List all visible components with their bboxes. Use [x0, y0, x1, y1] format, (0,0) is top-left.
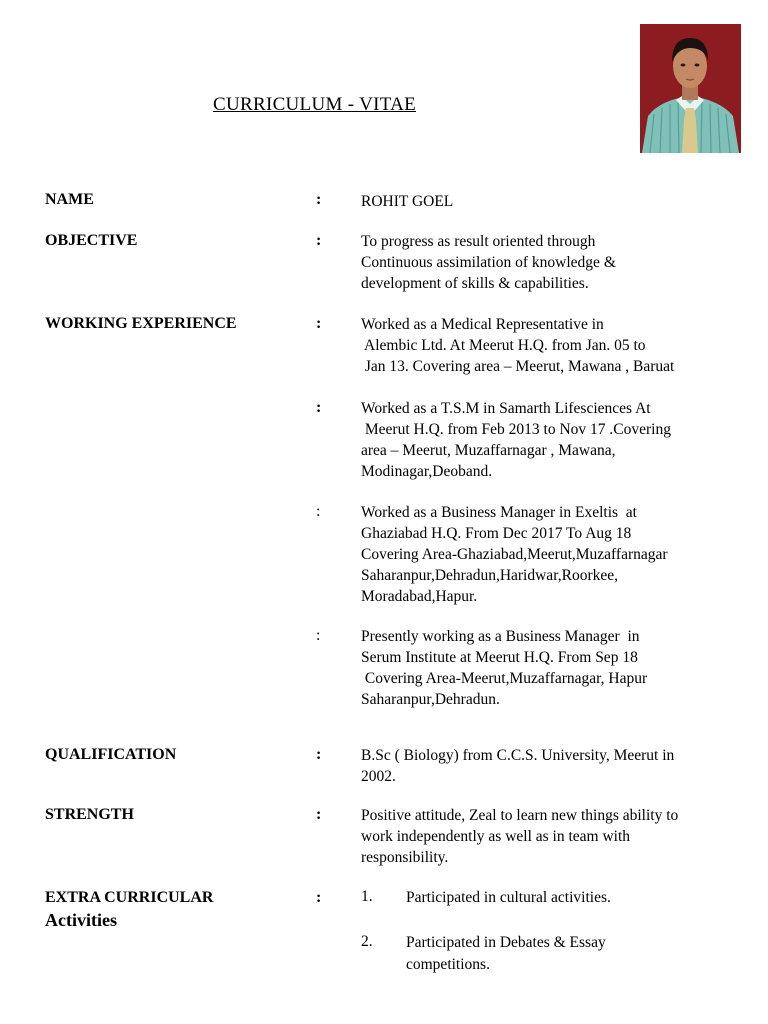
name-value: ROHIT GOEL	[361, 193, 454, 210]
extra-curricular-label-line1: EXTRA CURRICULAR	[45, 889, 214, 906]
extra-curricular-label	[45, 887, 213, 931]
colon: :	[316, 889, 322, 906]
strength-label: STRENGTH	[45, 806, 134, 823]
page-title: CURRICULUM - VITAE	[213, 94, 417, 115]
extra-curricular-label-line2: Activities	[45, 910, 117, 930]
colon: :	[316, 627, 321, 644]
colon: :	[316, 806, 322, 823]
list-item-number: 2.	[361, 933, 373, 950]
colon: :	[316, 503, 321, 520]
experience-label: WORKING EXPERIENCE	[45, 315, 237, 332]
colon: :	[316, 746, 322, 763]
objective-label: OBJECTIVE	[45, 232, 138, 249]
list-item: Participated in Debates & Essay competitions.	[406, 934, 606, 973]
experience-entry: Worked as a Medical Representative in Alembic Ltd. At Meerut H.Q. from Jan. 05 to Jan 13. Covering area – Meerut, Mawana , Baruat	[361, 316, 675, 375]
person-photo-icon	[640, 24, 741, 153]
experience-entry: Presently working as a Business Manager in Serum Institute at Meerut H.Q. From Sep 18 Covering Area-Meerut,Muzaffarnagar, Hapur Saharanpur,Dehradun.	[361, 628, 648, 708]
qualification-label: QUALIFICATION	[45, 746, 177, 763]
colon: :	[316, 232, 322, 249]
list-item-number: 1.	[361, 888, 373, 905]
colon: :	[316, 191, 322, 208]
qualification-value: B.Sc ( Biology) from C.C.S. University, Meerut in 2002.	[361, 747, 675, 785]
experience-entry: Worked as a T.S.M in Samarth Lifesciences At Meerut H.Q. from Feb 2013 to Nov 17 .Covering area – Meerut, Muzaffarnagar , Mawana, Modinagar,Deoband.	[361, 400, 671, 480]
strength-value: Positive attitude, Zeal to learn new things ability to work independently as well as in team with responsibility.	[361, 807, 679, 866]
name-label: NAME	[45, 191, 94, 208]
experience-entry: Worked as a Business Manager in Exeltis at Ghaziabad H.Q. From Dec 2017 To Aug 18 Covering Area-Ghaziabad,Meerut,Muzaffarnagar Saharanpur,Dehradun,Haridwar,Roorkee, Moradabad,Hapur.	[361, 504, 668, 605]
objective-value: To progress as result oriented through Continuous assimilation of knowledge & development of skills & capabilities.	[361, 233, 616, 292]
list-item: Participated in cultural activities.	[406, 889, 611, 906]
colon: :	[316, 399, 322, 416]
colon: :	[316, 315, 322, 332]
